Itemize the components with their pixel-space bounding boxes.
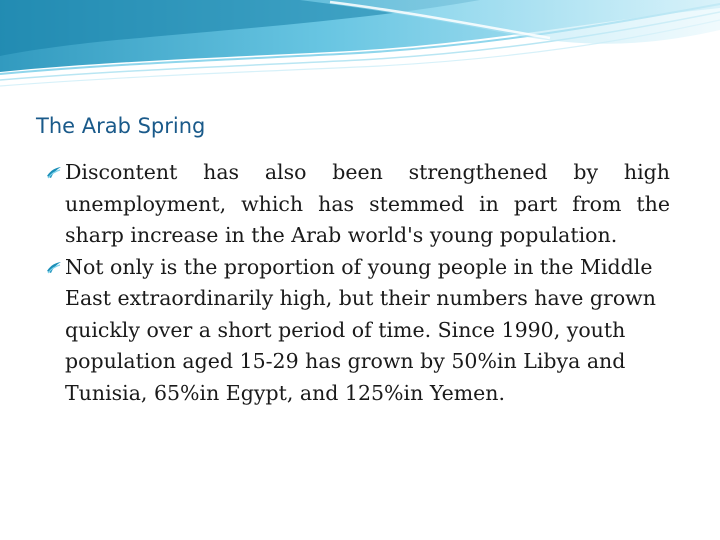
bullet-item xyxy=(44,252,670,410)
slide-title: The Arab Spring xyxy=(36,114,206,138)
bullet-text: Discontent has also been strengthened by high unemployment, which has stemmed in part from the sharp increase in the Arab world's young population. xyxy=(65,160,670,247)
bullet-list xyxy=(44,157,670,409)
header-wave-decoration xyxy=(0,0,720,90)
bullet-item xyxy=(44,157,670,252)
swoosh-bullet-icon xyxy=(44,157,64,188)
swoosh-bullet-icon xyxy=(44,252,64,283)
bullet-text: Not only is the proportion of young people in the Middle East extraordinarily high, but their numbers have grown quickly over a short period of time. Since 1990, youth population aged 15-29 has grown by 50%in Libya and Tunisia, 65%in Egypt, and 125%in Yemen. xyxy=(65,254,656,405)
